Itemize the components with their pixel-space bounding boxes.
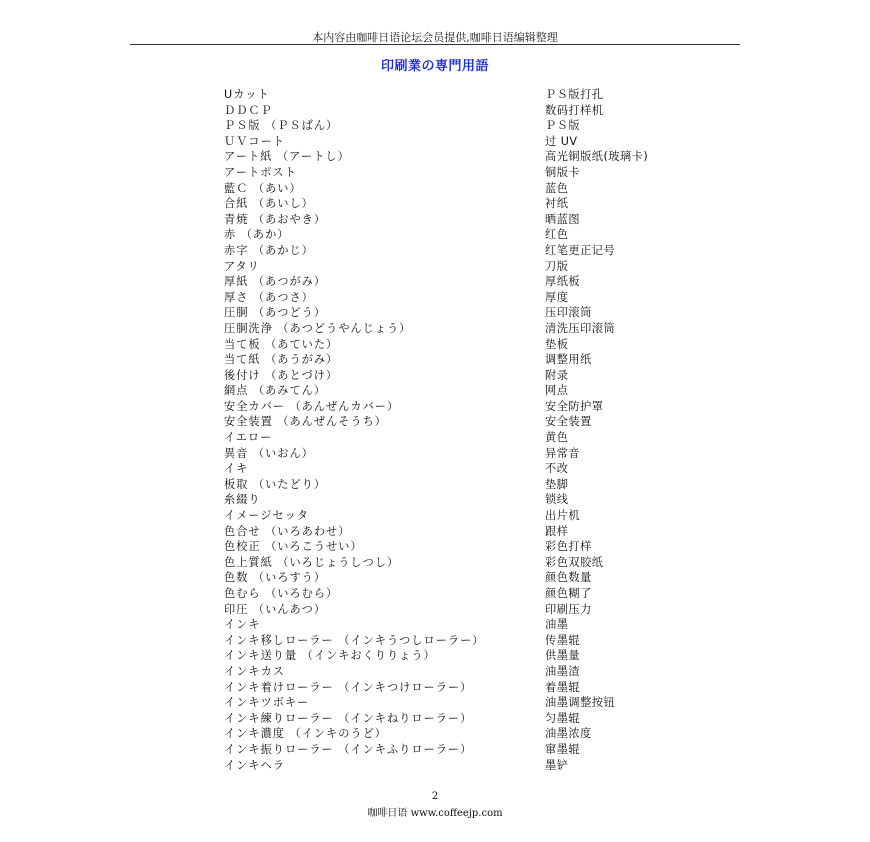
glossary-row — [224, 165, 684, 181]
glossary-row — [224, 492, 684, 508]
glossary-row — [224, 570, 684, 586]
term-chinese: 厚纸板 — [545, 275, 581, 289]
term-chinese: 高光铜版纸(玻璃卡) — [545, 150, 649, 164]
glossary-row — [224, 383, 684, 399]
term-chinese: 数码打样机 — [545, 103, 604, 117]
term-japanese: 色上質紙 （いろじょうしつし） — [224, 555, 400, 569]
term-chinese: 调整用纸 — [545, 353, 592, 367]
term-japanese: 印圧 （いんあつ） — [224, 602, 327, 616]
term-japanese: 当て板 （あていた） — [224, 337, 339, 351]
glossary-row — [224, 617, 684, 633]
glossary-row — [224, 726, 684, 742]
glossary-row — [224, 149, 684, 165]
term-chinese: 墨铲 — [545, 758, 569, 772]
term-chinese: 锁线 — [545, 493, 569, 507]
term-japanese: Uカット — [224, 88, 270, 101]
term-chinese: 颜色数量 — [545, 571, 592, 585]
term-chinese: ＰＳ版 — [545, 119, 581, 133]
glossary-row — [224, 586, 684, 602]
term-chinese: 安全装置 — [545, 415, 592, 429]
term-japanese: インキ — [224, 618, 261, 632]
glossary-row — [224, 664, 684, 680]
term-chinese: 压印滚筒 — [545, 306, 592, 320]
glossary-list — [224, 87, 684, 773]
glossary-row — [224, 742, 684, 758]
glossary-row — [224, 555, 684, 571]
term-chinese: 油墨渣 — [545, 664, 581, 678]
term-japanese: 色合せ （いろあわせ） — [224, 524, 351, 538]
term-japanese: インキヘラ — [224, 758, 285, 772]
glossary-row — [224, 196, 684, 212]
term-japanese: 色校正 （いろこうせい） — [224, 540, 363, 554]
glossary-row — [224, 227, 684, 243]
term-japanese: インキ送り量 （インキおくりりょう） — [224, 649, 436, 663]
term-chinese: 彩色双胶纸 — [545, 555, 604, 569]
glossary-row — [224, 430, 684, 446]
term-japanese: アートポスト — [224, 165, 297, 179]
glossary-row — [224, 118, 684, 134]
term-chinese: 蓝色 — [545, 181, 569, 195]
glossary-row — [224, 134, 684, 150]
glossary-row — [224, 321, 684, 337]
glossary-row — [224, 103, 684, 119]
term-japanese: イキ — [224, 462, 249, 476]
term-japanese: イメージセッタ — [224, 509, 309, 523]
term-japanese: ＰＳ版 （ＰＳばん） — [224, 119, 339, 133]
glossary-row — [224, 758, 684, 774]
glossary-row — [224, 352, 684, 368]
term-japanese: 糸綴り — [224, 493, 261, 507]
glossary-row — [224, 181, 684, 197]
term-chinese: 油墨调整按钮 — [545, 696, 616, 710]
term-japanese: インキ移しローラー （インキうつしローラー） — [224, 633, 485, 647]
term-japanese: インキ濃度 （インキのうど） — [224, 727, 387, 741]
term-japanese: 藍Ｃ （あい） — [224, 181, 302, 195]
page-header-text: 本内容由咖啡日语论坛会员提供,咖啡日语编辑整理 — [312, 31, 558, 44]
term-chinese: 晒蓝图 — [545, 212, 581, 226]
term-chinese: 跟样 — [545, 524, 569, 538]
term-japanese: インキツボキー — [224, 696, 310, 710]
glossary-row — [224, 648, 684, 664]
term-japanese: 赤字 （あかじ） — [224, 243, 314, 257]
glossary-row — [224, 290, 684, 306]
glossary-row — [224, 399, 684, 415]
term-chinese: 彩色打样 — [545, 540, 592, 554]
glossary-row — [224, 461, 684, 477]
term-chinese: 衬纸 — [545, 197, 569, 211]
glossary-row — [224, 695, 684, 711]
term-japanese: 網点 （あみてん） — [224, 384, 327, 398]
term-chinese: 清洗压印滚筒 — [545, 321, 616, 335]
glossary-row — [224, 524, 684, 540]
term-chinese: 黄色 — [545, 431, 569, 445]
term-chinese: 异常音 — [545, 446, 581, 460]
term-chinese: 红色 — [545, 228, 569, 242]
term-japanese: インキ着けローラー （インキつけローラー） — [224, 680, 473, 694]
term-japanese: 圧胴 （あつどう） — [224, 306, 327, 320]
page-number: 2 — [431, 791, 439, 802]
glossary-row — [224, 212, 684, 228]
term-japanese: アタリ — [224, 259, 260, 273]
term-japanese: 色数 （いろすう） — [224, 571, 327, 585]
term-chinese: 供墨量 — [545, 649, 581, 663]
term-japanese: イエロー — [224, 431, 273, 445]
term-chinese: 油墨浓度 — [545, 727, 592, 741]
term-chinese: 垫板 — [545, 337, 569, 351]
term-chinese: ＰＳ版打孔 — [545, 88, 604, 101]
term-japanese: ＵＶコート — [224, 134, 285, 148]
term-japanese: インキカス — [224, 664, 285, 678]
glossary-row — [224, 477, 684, 493]
term-japanese: 厚さ （あつさ） — [224, 290, 314, 304]
glossary-row — [224, 633, 684, 649]
page-title: 印刷業の専門用語 — [380, 59, 489, 74]
term-chinese: 不改 — [545, 462, 569, 476]
term-japanese: 色むら （いろむら） — [224, 587, 339, 600]
term-chinese: 印刷压力 — [545, 602, 592, 616]
glossary-row — [224, 602, 684, 618]
term-japanese: 圧胴洗浄 （あつどうやんじょう） — [224, 321, 412, 335]
term-japanese: 安全装置 （あんぜんそうち） — [224, 415, 387, 429]
glossary-row — [224, 539, 684, 555]
glossary-row — [224, 711, 684, 727]
term-chinese: 垫脚 — [545, 477, 569, 491]
term-japanese: インキ振りローラー （インキふりローラー） — [224, 742, 473, 756]
term-japanese: ＤＤＣＰ — [224, 103, 273, 117]
footer-site: 咖啡日语 www.coffeejp.com — [367, 808, 503, 819]
header-rule — [130, 44, 740, 45]
term-chinese: 着墨辊 — [545, 680, 581, 694]
term-japanese: 青焼 （あおやき） — [224, 212, 327, 226]
glossary-row — [224, 274, 684, 290]
term-chinese: 油墨 — [545, 618, 569, 632]
glossary-row — [224, 680, 684, 696]
term-japanese: 赤 （あか） — [224, 228, 290, 242]
term-chinese: 铜版卡 — [545, 165, 581, 179]
glossary-row — [224, 87, 684, 103]
term-japanese: 当て紙 （あうがみ） — [224, 353, 339, 367]
term-japanese: アート紙 （アートし） — [224, 150, 350, 164]
term-japanese: 合紙 （あいし） — [224, 197, 314, 211]
term-chinese: 窜墨辊 — [545, 742, 581, 756]
term-chinese: 附录 — [545, 368, 569, 382]
term-japanese: 異音 （いおん） — [224, 446, 314, 460]
glossary-row — [224, 305, 684, 321]
term-japanese: 後付け （あとづけ） — [224, 368, 339, 382]
term-chinese: 过 UV — [545, 134, 578, 148]
term-chinese: 匀墨辊 — [545, 711, 581, 725]
term-japanese: 厚紙 （あつがみ） — [224, 275, 327, 289]
term-chinese: 红笔更正记号 — [545, 243, 616, 257]
glossary-row — [224, 446, 684, 462]
glossary-row — [224, 243, 684, 259]
term-chinese: 网点 — [545, 384, 569, 398]
term-japanese: 安全カバー （あんぜんカバー） — [224, 399, 400, 413]
glossary-row — [224, 508, 684, 524]
glossary-row — [224, 259, 684, 275]
term-chinese: 厚度 — [545, 290, 569, 304]
term-chinese: 颜色糊了 — [545, 587, 592, 600]
glossary-row — [224, 368, 684, 384]
glossary-row — [224, 337, 684, 353]
term-japanese: インキ練りローラー （インキねりローラー） — [224, 711, 473, 725]
glossary-row — [224, 414, 684, 430]
term-chinese: 安全防护罩 — [545, 399, 604, 413]
term-japanese: 板取 （いたどり） — [224, 477, 327, 491]
term-chinese: 出片机 — [545, 509, 581, 523]
term-chinese: 刀版 — [545, 259, 569, 273]
term-chinese: 传墨辊 — [545, 633, 581, 647]
